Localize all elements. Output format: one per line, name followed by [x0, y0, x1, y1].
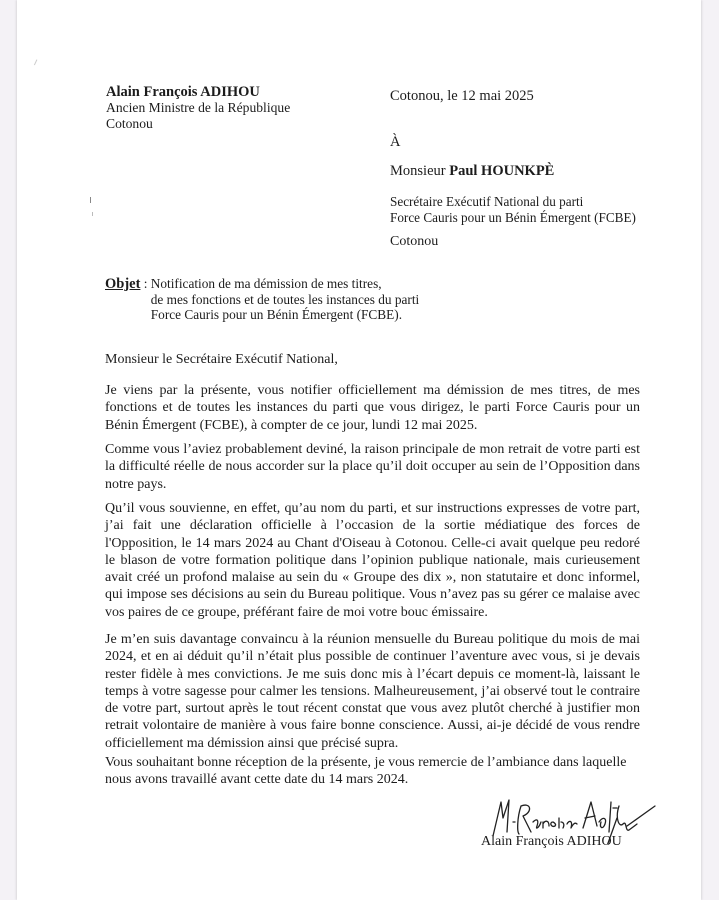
subject-line: de mes fonctions et de toutes les instances du parti — [150, 291, 420, 307]
body-paragraph: Je viens par la présente, vous notifier officiellement ma démission de mes titres, de mes fonctions et de toutes les instances du parti que vous dirigez, le parti Force Cauris pour un Bénin Émergent (FCBE), à compter de ce jour, lundi 12 mai 2025. — [105, 383, 640, 433]
recipient-salutation: Monsieur — [390, 163, 446, 179]
recipient-title-block — [390, 194, 636, 225]
subject-separator: : — [140, 276, 151, 291]
recipient-city: Cotonou — [390, 234, 439, 249]
body-paragraph: Vous souhaitant bonne réception de la présente, je vous remercie de l’ambiance dans laquelle nous avons travaillé avant cette date du 14 mars 2024. — [105, 755, 627, 788]
subject-line: Notification de ma démission de mes titres, — [150, 276, 382, 291]
body-paragraph: Je m’en suis davantage convaincu à la réunion mensuelle du Bureau politique du mois de mai 2024, et en ai déduit qu’il n’était plus possible de continuer l’aventure avec vous, si je devais rester fidèle à mes convictions. Je me suis donc mis à l’écart depuis ce moment-là, laissant le temps à votre sagesse pour calmer les tensions. Malheureusement, j’ai observé tout le contraire de votre part, surtout après le tout récent constat que vous avez plutôt cherché à justifier mon retrait volontaire de manière à vous faire bonne conscience. Aussi, ai-je décidé de vous rendre officiellement ma démission ainsi que précisé supra. — [105, 632, 640, 751]
sender-block — [106, 84, 290, 132]
date-place: Cotonou, le 12 mai 2025 — [390, 88, 534, 104]
scan-mark-icon — [90, 197, 94, 203]
to-prefix: À — [390, 134, 401, 150]
body-paragraph: Comme vous l’aviez probablement deviné, la raison principale de mon retrait de votre parti est la difficulté réelle de nous accorder sur la place qu’il doit occuper au sein de l’Opposition dans notre pays. — [105, 442, 640, 492]
recipient-name-line — [390, 163, 554, 180]
signer-name: Alain François ADIHOU — [481, 834, 622, 849]
subject-lines — [151, 276, 419, 323]
letter-page — [17, 0, 701, 900]
recipient-title-line2: Force Cauris pour un Bénin Émergent (FCBE) — [390, 209, 636, 225]
recipient-name: Paul HOUNKPÈ — [449, 163, 555, 179]
sender-title: Ancien Ministre de la République — [106, 100, 291, 115]
scan-mark-icon — [92, 212, 96, 216]
letter-salutation: Monsieur le Secrétaire Exécutif National, — [105, 352, 338, 367]
scan-mark-icon — [34, 59, 40, 66]
recipient-title-line1: Secrétaire Exécutif National du parti — [390, 194, 584, 209]
subject-block — [105, 276, 419, 323]
sender-city: Cotonou — [106, 116, 153, 131]
body-paragraph: Qu’il vous souvienne, en effet, qu’au nom du parti, et sur instructions expresses de votre part, j’ai fait une déclaration officielle à l’occasion de la sortie médiatique des forces de l'Opposition, le 14 mars 2024 au Chant d'Oiseau à Cotonou. Celle-ci avait quelque peu redoré le blason de votre formation politique dans l’opinion publique nationale, mais curieusement avait créé un profond malaise au sein du « Groupe des dix », non statutaire et donc informel, qui impose ses décisions au sein du Bureau politique. Vous n’avez pas su gérer ce malaise avec vos paires de ce groupe, préférant faire de moi votre bouc émissaire. — [105, 501, 640, 620]
sender-name: Alain François ADIHOU — [106, 84, 260, 100]
subject-label: Objet — [105, 276, 141, 292]
subject-line: Force Cauris pour un Bénin Émergent (FCBE). — [150, 307, 403, 322]
